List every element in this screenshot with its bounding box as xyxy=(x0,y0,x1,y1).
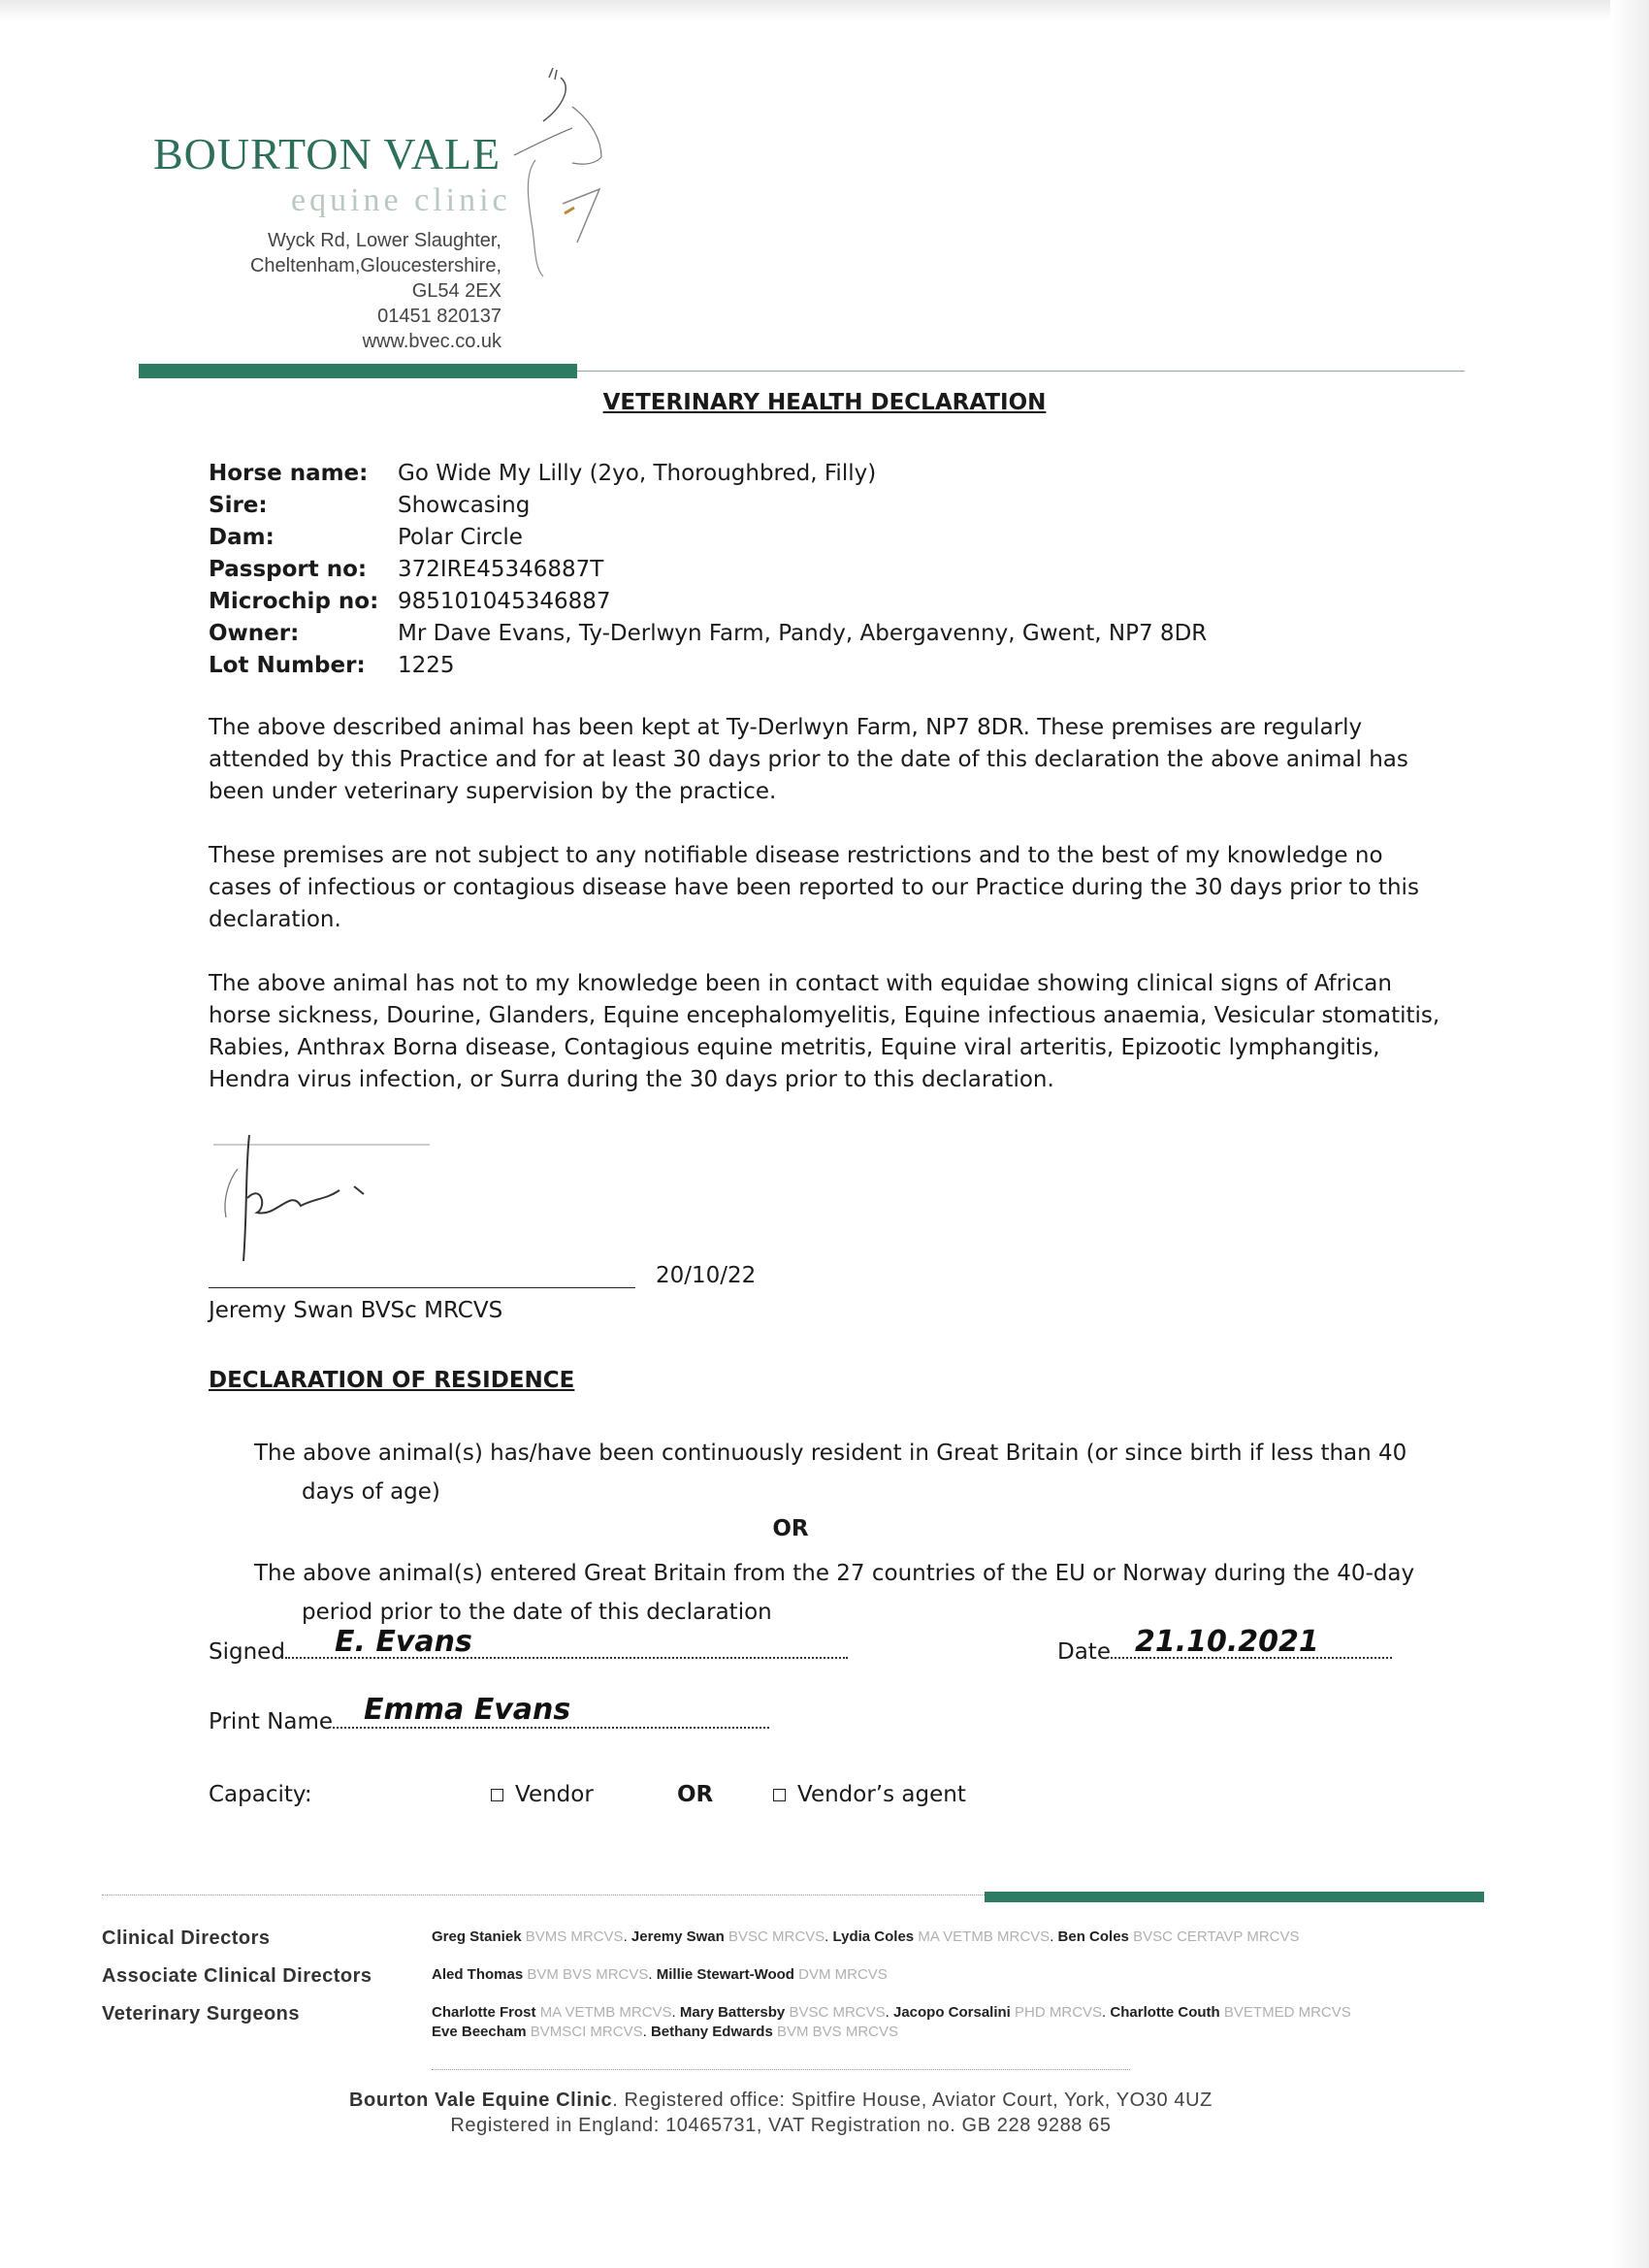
clinical-directors-label: Clinical Directors xyxy=(102,1928,271,1949)
footer-green-bar xyxy=(985,1892,1484,1902)
detail-row-passport xyxy=(209,554,1207,586)
staff-name: Greg Staniek xyxy=(432,1928,522,1945)
vendor-agent-checkbox[interactable] xyxy=(773,1789,786,1801)
clinic-phone: 01451 820137 xyxy=(377,306,501,327)
paragraph-restrictions: These premises are not subject to any notifiable disease restrictions and to the best of my knowledge no cases of infectious or contagious disease have been reported to our Practice during the 30 days prior to this declaration. xyxy=(209,843,1419,932)
vet-signature-line xyxy=(209,1287,635,1288)
detail-value: Showcasing xyxy=(398,493,531,518)
staff-qualification: BVMSCI MRCVS xyxy=(530,2024,643,2040)
capacity-or: OR xyxy=(677,1782,714,1807)
staff-name: Jacopo Corsalini xyxy=(892,2004,1011,2021)
clinical-directors-list: Greg Staniek BVMS MRCVS. Jeremy Swan BVSC MRCVS. Lydia Coles MA VETMB MRCVS. Ben Coles BVSC CERTAVP MRCVS xyxy=(432,1928,1300,1945)
detail-value: Mr Dave Evans, Ty-Derlwyn Farm, Pandy, Abergavenny, Gwent, NP7 8DR xyxy=(398,621,1208,646)
signed-handwritten: E. Evans xyxy=(335,1625,472,1659)
detail-label: Sire: xyxy=(209,493,268,518)
capacity-vendor-option[interactable] xyxy=(491,1782,594,1807)
staff-qualification: DVM MRCVS xyxy=(798,1966,888,1983)
clinic-logo-name: BOURTON VALE xyxy=(153,129,501,178)
print-name-label: Print Name xyxy=(209,1709,334,1734)
clinic-address-line: Wyck Rd, Lower Slaughter, xyxy=(267,230,501,251)
document-title: VETERINARY HEALTH DECLARATION xyxy=(602,390,1047,415)
header-green-bar xyxy=(139,364,577,378)
detail-value: 1225 xyxy=(398,653,455,678)
veterinary-surgeons-label: Veterinary Surgeons xyxy=(102,2003,301,2025)
detail-value: Polar Circle xyxy=(398,525,523,550)
detail-row-sire xyxy=(209,490,1207,522)
staff-name: Jeremy Swan xyxy=(630,1928,725,1945)
staff-name: Mary Battersby xyxy=(679,2004,786,2021)
clinic-website: www.bvec.co.uk xyxy=(362,331,501,352)
capacity-agent-option[interactable] xyxy=(773,1782,966,1807)
detail-label: Lot Number: xyxy=(209,653,366,678)
scan-edge-right xyxy=(1610,0,1649,2268)
staff-name: Millie Stewart-Wood xyxy=(656,1966,794,1983)
horse-details xyxy=(209,458,1207,682)
residence-or: OR xyxy=(772,1516,809,1541)
registered-office: . Registered office: Spitfire House, Aviator Court, York, YO30 4UZ xyxy=(612,2090,1212,2111)
vendor-checkbox[interactable] xyxy=(491,1789,503,1801)
print-name-handwritten: Emma Evans xyxy=(364,1693,571,1727)
date-handwritten: 21.10.2021 xyxy=(1135,1625,1319,1659)
vet-name: Jeremy Swan BVSc MRCVS xyxy=(209,1298,503,1323)
signed-label: Signed xyxy=(209,1639,285,1665)
staff-qualification: BVSC CERTAVP MRCVS xyxy=(1133,1928,1300,1945)
detail-row-microchip xyxy=(209,586,1207,618)
paragraph-disease-contact: The above animal has not to my knowledge been in contact with equidae showing clinical signs of African horse sickness, Dourine, Glanders, Equine encephalomyelitis, Equine infectious anaemia, Vesicular stomatitis, Rabies, Anthrax Borna disease, Contagious equine metritis, Equine viral arteritis, Epizootic lymphangitis, Hendra virus infection, or Surra during the 30 days prior to this declaration. xyxy=(209,971,1440,1092)
clinic-legal-name: Bourton Vale Equine Clinic xyxy=(349,2090,613,2111)
paragraph-premises: The above described animal has been kept at Ty-Derlwyn Farm, NP7 8DR. These premises are regularly attended by this Practice and for at least 30 days prior to the date of this declaration the above animal has been under veterinary supervision by the practice. xyxy=(209,715,1408,804)
staff-name: Charlotte Frost xyxy=(432,2004,536,2021)
detail-label: Dam: xyxy=(209,525,275,550)
staff-name: Eve Beecham xyxy=(432,2024,527,2040)
associate-directors-label: Associate Clinical Directors xyxy=(102,1965,372,1987)
horse-logo-icon xyxy=(504,68,611,320)
detail-label: Passport no: xyxy=(209,557,368,582)
scan-edge xyxy=(0,0,1649,21)
clinic-address-line: Cheltenham,Gloucestershire, xyxy=(249,255,501,276)
staff-name: Ben Coles xyxy=(1057,1928,1129,1945)
detail-label: Microchip no: xyxy=(209,589,379,614)
staff-qualification: BVMS MRCVS xyxy=(525,1928,624,1945)
detail-label: Horse name: xyxy=(209,461,369,486)
residence-option2-line2: period prior to the date of this declaration xyxy=(302,1600,772,1625)
clinic-postcode: GL54 2EX xyxy=(411,280,501,302)
residence-option1-line2: days of age) xyxy=(302,1479,440,1505)
header-divider xyxy=(577,371,1465,372)
staff-name: Lydia Coles xyxy=(832,1928,915,1945)
detail-value: Go Wide My Lilly (2yo, Thoroughbred, Filly) xyxy=(398,461,877,486)
residence-option1-line1: The above animal(s) has/have been continuously resident in Great Britain (or since birth if less than 40 xyxy=(254,1441,1407,1466)
staff-qualification: BVSC MRCVS xyxy=(789,2004,886,2021)
staff-qualification: BVM BVS MRCVS xyxy=(776,2024,899,2040)
associate-directors-list: Aled Thomas BVM BVS MRCVS. Millie Stewart-Wood DVM MRCVS xyxy=(432,1966,888,1983)
vendor-label: Vendor xyxy=(515,1782,594,1807)
staff-name: Charlotte Couth xyxy=(1110,2004,1220,2021)
vendor-agent-label: Vendor’s agent xyxy=(797,1782,966,1807)
signed-field[interactable] xyxy=(209,1639,848,1665)
staff-qualification: BVETMED MRCVS xyxy=(1223,2004,1351,2021)
staff-qualification: MA VETMB MRCVS xyxy=(918,1928,1051,1945)
vet-signature-date: 20/10/22 xyxy=(656,1263,757,1288)
detail-value: 372IRE45346887T xyxy=(398,557,604,582)
clinic-logo-tagline: equine clinic xyxy=(291,182,511,218)
registered-office-line xyxy=(0,2090,1562,2112)
detail-row-dam xyxy=(209,522,1207,554)
footer-divider xyxy=(102,1895,985,1896)
staff-qualification: BVM BVS MRCVS xyxy=(527,1966,649,1983)
residence-title: DECLARATION OF RESIDENCE xyxy=(209,1368,575,1393)
staff-qualification: BVSC MRCVS xyxy=(728,1928,825,1945)
footer-staff-divider xyxy=(432,2069,1130,2071)
detail-label: Owner: xyxy=(209,621,300,646)
company-registration-line: Registered in England: 10465731, VAT Registration no. GB 228 9288 65 xyxy=(450,2115,1112,2136)
vet-signature-image xyxy=(209,1130,441,1266)
staff-qualification: PHD MRCVS xyxy=(1015,2004,1103,2021)
staff-qualification: MA VETMB MRCVS xyxy=(539,2004,672,2021)
detail-row-horse-name xyxy=(209,458,1207,490)
veterinary-surgeons-list: Charlotte Frost MA VETMB MRCVS. Mary Battersby BVSC MRCVS. Jacopo Corsalini PHD MRCVS. Charlotte Couth BVETMED MRCVS Eve Beecham BVMSCI MRCVS. Bethany Edwards BVM BVS MRCVS xyxy=(432,2004,1351,2040)
date-label: Date xyxy=(1057,1639,1111,1665)
detail-row-lot-number xyxy=(209,650,1207,682)
staff-name: Aled Thomas xyxy=(432,1966,524,1983)
residence-option2-line1: The above animal(s) entered Great Britain from the 27 countries of the EU or Norway during the 40-day xyxy=(254,1561,1415,1586)
staff-name: Bethany Edwards xyxy=(650,2024,773,2040)
capacity-label: Capacity: xyxy=(209,1782,312,1807)
detail-value: 985101045346887 xyxy=(398,589,611,614)
detail-row-owner xyxy=(209,618,1207,650)
